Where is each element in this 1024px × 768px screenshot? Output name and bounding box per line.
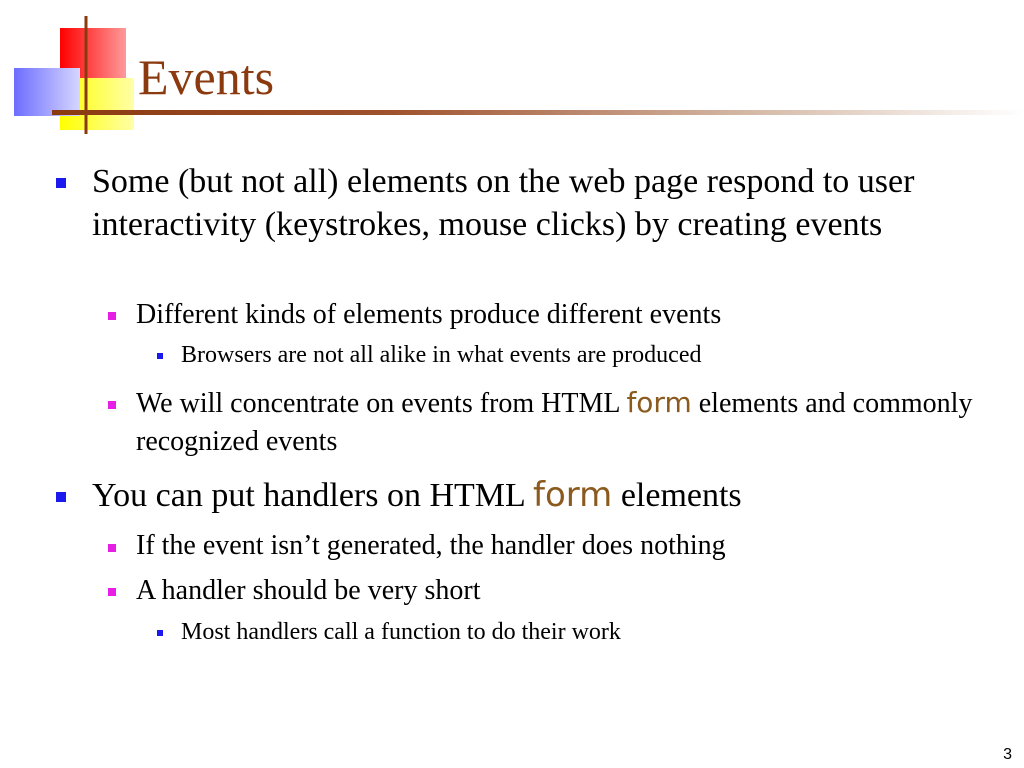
bullet-marker: [108, 312, 116, 320]
slide-title: Events: [138, 49, 275, 105]
bullet-marker: [56, 178, 66, 188]
bullet-level2: [136, 527, 996, 565]
bullet-level2: [136, 572, 996, 610]
bullet-level1: [92, 474, 997, 517]
decorative-logo: [0, 0, 140, 140]
bullet-text: Some (but not all) elements on the web page respond to user interactivity (keystrokes, mouse clicks) by creating events: [92, 163, 915, 243]
bullet-text: If the event isn’t generated, the handler does nothing: [136, 530, 726, 561]
bullet-level1: [92, 160, 997, 246]
bullet-text: A handler should be very short: [136, 575, 481, 606]
bullet-text: Different kinds of elements produce different events: [136, 299, 722, 330]
bullet-text: We will concentrate on events from HTML: [136, 388, 627, 419]
bullet-level3: [181, 340, 996, 370]
bullet-text: You can put handlers on HTML: [92, 477, 534, 514]
code-keyword: form: [533, 475, 613, 515]
bullet-marker: [108, 544, 116, 552]
bullet-marker: [157, 630, 163, 636]
bullet-level3: [181, 617, 996, 647]
bullet-marker: [108, 588, 116, 596]
code-keyword: form: [626, 386, 692, 419]
bullet-text: Browsers are not all alike in what events are produced: [181, 342, 702, 368]
page-number: 3: [1003, 746, 1012, 763]
logo-blue-square: [14, 68, 80, 116]
title-underline: [52, 110, 1024, 115]
bullet-marker: [108, 401, 116, 409]
bullet-text: elements and commonly recognized events: [136, 388, 973, 457]
bullet-level2: [136, 384, 976, 461]
bullet-marker: [56, 492, 66, 502]
bullet-marker: [157, 353, 163, 359]
bullet-text: Most handlers call a function to do their work: [181, 619, 621, 645]
bullet-text: elements: [612, 477, 742, 514]
bullet-level2: [136, 296, 996, 334]
